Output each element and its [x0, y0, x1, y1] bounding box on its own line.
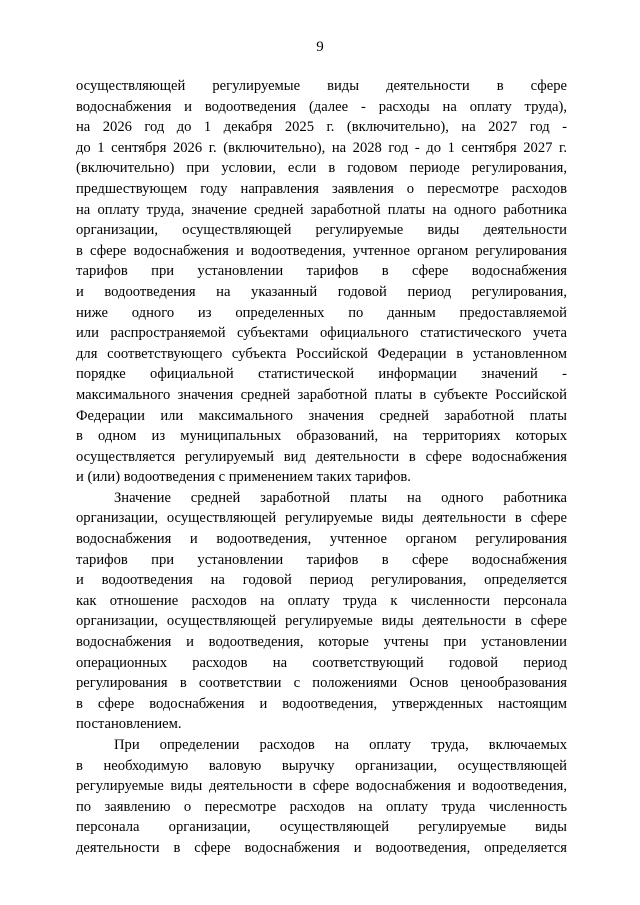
- text-line: водоснабжения и водоотведения (далее - расходы на оплату труда),: [76, 98, 567, 115]
- text-line: для соответствующего субъекта Российской Федерации в установленном: [76, 345, 567, 362]
- text-line: операционных расходов на соответствующий годовой период: [76, 654, 567, 671]
- text-line: тарифов при установлении тарифов в сфере водоснабжения: [76, 263, 567, 280]
- text-line: на 2026 год до 1 декабря 2025 г. (включительно), на 2027 год -: [76, 119, 567, 136]
- text-line: При определении расходов на оплату труда, включаемых: [114, 737, 567, 753]
- text-line: (включительно) при условии, если в годовом периоде регулирования,: [76, 160, 567, 177]
- text-line: осуществляющей регулируемые виды деятельности в сфере: [76, 78, 567, 94]
- text-line: Федерации или максимального значения средней заработной платы: [76, 407, 567, 424]
- text-line: в сфере водоснабжения и водоотведения, учтенное органом регулирования: [76, 242, 567, 259]
- text-line: до 1 сентября 2026 г. (включительно), на 2028 год - до 1 сентября 2027 г.: [76, 139, 567, 156]
- text-line: тарифов при установлении тарифов в сфере водоснабжения: [76, 551, 567, 568]
- text-line: по заявлению о пересмотре расходов на оплату труда численность: [76, 798, 567, 815]
- text-line: регулирования в соответствии с положениями Основ ценообразования: [76, 675, 567, 692]
- text-line: и водоотведения на указанный годовой период регулирования,: [76, 283, 567, 300]
- text-line: максимального значения средней заработной платы в субъекте Российской: [76, 386, 567, 403]
- text-line: организации, осуществляющей регулируемые виды деятельности в сфере: [76, 510, 567, 527]
- paragraph-3: [76, 735, 567, 859]
- text-line: предшествующем году направления заявления о пересмотре расходов: [76, 180, 567, 197]
- text-line: деятельности в сфере водоснабжения и водоотведения, определяется: [76, 839, 567, 856]
- text-line: в одном из муниципальных образований, на территориях которых: [76, 428, 567, 445]
- text-line: организации, осуществляющей регулируемые виды деятельности: [76, 222, 567, 239]
- paragraph-2: [76, 488, 567, 735]
- text-line: ниже одного из определенных по данным предоставляемой: [76, 304, 567, 321]
- text-line: водоснабжения и водоотведения, которые учтены при установлении: [76, 634, 567, 651]
- text-line: или распространяемой субъектами официального статистического учета: [76, 325, 567, 342]
- text-line: в сфере водоснабжения и водоотведения, утвержденных настоящим: [76, 695, 567, 712]
- text-line: осуществляется регулируемый вид деятельности в сфере водоснабжения: [76, 448, 567, 465]
- paragraph-1: [76, 76, 567, 488]
- text-line: постановлением.: [76, 716, 182, 733]
- text-line: и (или) водоотведения с применением таких тарифов.: [76, 469, 411, 486]
- text-line: Значение средней заработной платы на одного работника: [114, 489, 567, 506]
- text-line: как отношение расходов на оплату труда к численности персонала: [76, 592, 567, 609]
- text-line: организации, осуществляющей регулируемые виды деятельности в сфере: [76, 613, 567, 630]
- text-line: регулируемые виды деятельности в сфере водоснабжения и водоотведения,: [76, 778, 567, 795]
- text-line: на оплату труда, значение средней заработной платы на одного работника: [76, 201, 567, 218]
- document-body: [76, 76, 567, 859]
- text-line: водоснабжения и водоотведения, учтенное органом регулирования: [76, 531, 567, 548]
- text-line: порядке официальной статистической информации значений -: [76, 366, 567, 383]
- text-line: в необходимую валовую выручку организации, осуществляющей: [76, 757, 567, 774]
- text-line: и водоотведения на годовой период регулирования, определяется: [76, 572, 567, 589]
- page-number: 9: [316, 39, 324, 55]
- text-line: персонала организации, осуществляющей регулируемые виды: [76, 819, 567, 836]
